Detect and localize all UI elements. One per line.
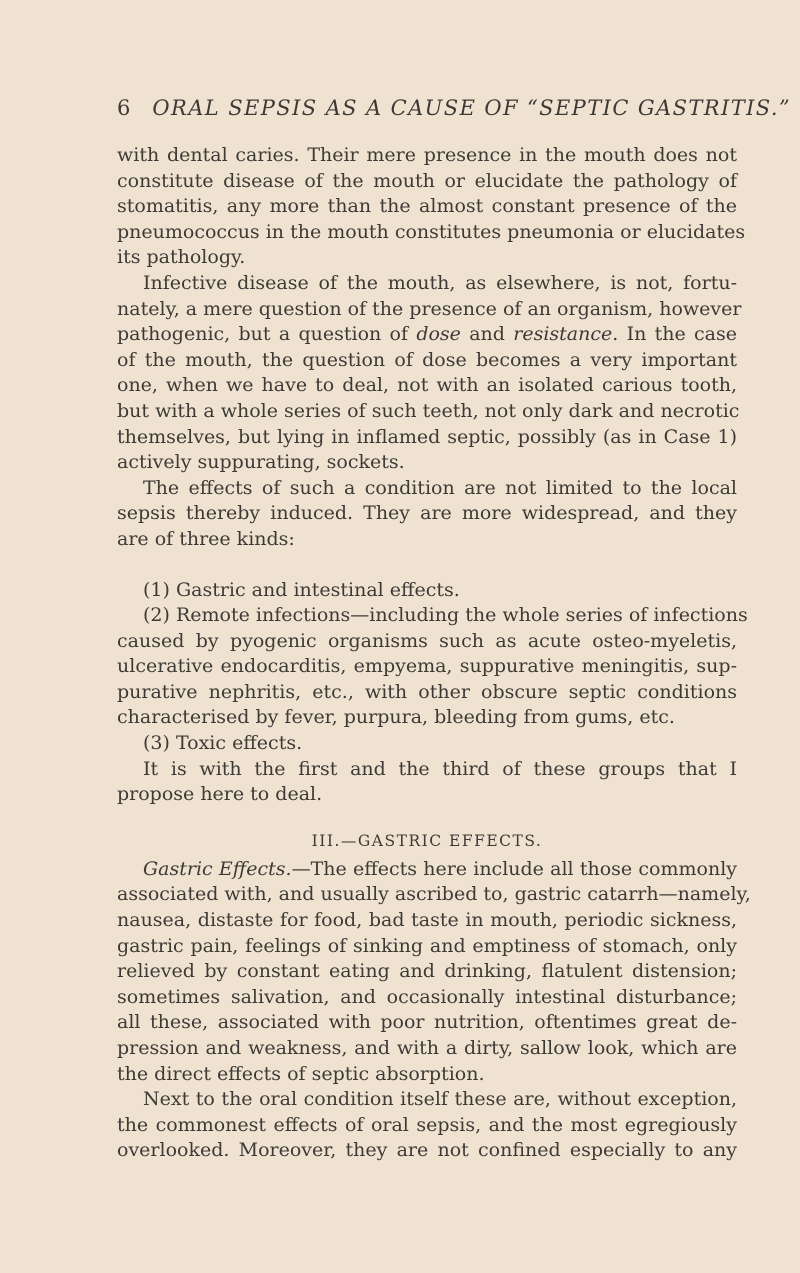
text-run: . In the case: [612, 323, 738, 346]
text-line: one, when we have to deal, not with an isolated carious tooth,: [117, 374, 737, 397]
text-line: Next to the oral condition itself these are, without exception,: [143, 1088, 737, 1111]
text-run: pathogenic, but a question of: [117, 323, 417, 346]
text-line: characterised by fever, purpura, bleeding from gums, etc.: [117, 706, 675, 729]
text-line: actively suppurating, sockets.: [117, 451, 405, 474]
text-line: It is with the first and the third of these groups that I: [143, 757, 737, 780]
text-line: sometimes salivation, and occasionally intestinal disturbance;: [117, 985, 737, 1008]
text-line: [117, 322, 737, 348]
text-line: nausea, distaste for food, bad taste in mouth, periodic sickness,: [117, 909, 737, 932]
text-line: nately, a mere question of the presence of an organism, however: [117, 297, 742, 320]
text-line: propose here to deal.: [117, 783, 323, 806]
text-line: ulcerative endocarditis, empyema, suppurative meningitis, sup-: [117, 655, 737, 678]
paragraph: [117, 143, 746, 271]
paragraph: [117, 271, 742, 476]
section-heading: III.—GASTRIC EFFECTS.: [311, 831, 543, 850]
running-title: ORAL SEPSIS AS A CAUSE OF “SEPTIC GASTRITIS.”: [152, 96, 792, 120]
text-line: overlooked. Moreover, they are not confined especially to any: [117, 1139, 737, 1162]
text-line: themselves, but lying in inflamed septic, possibly (as in Case 1): [117, 425, 737, 448]
italic-term-dose: dose: [416, 323, 461, 346]
page-number: 6: [117, 96, 131, 120]
text-line: pneumococcus in the mouth constitutes pneumonia or elucidates: [117, 220, 746, 243]
text-line: (2) Remote infections—including the whole series of infections: [143, 604, 748, 627]
text-run: and: [460, 323, 514, 346]
text-line: constitute disease of the mouth or elucidate the pathology of: [117, 169, 737, 192]
text-line: pression and weakness, and with a dirty, sallow look, which are: [117, 1037, 737, 1059]
italic-term-resistance: resistance: [513, 323, 613, 346]
text-line: of the mouth, the question of dose becomes a very important: [117, 348, 737, 371]
paragraph: [117, 476, 737, 553]
text-line: sepsis thereby induced. They are more widespread, and they: [117, 502, 737, 525]
text-line: its pathology.: [117, 246, 246, 269]
text-line: The effects of such a condition are not limited to the local: [143, 476, 737, 499]
text-line: the direct effects of septic absorption.: [117, 1062, 485, 1085]
paragraph: [117, 857, 751, 1087]
text-line: (3) Toxic effects.: [143, 732, 303, 755]
text-line: are of three kinds:: [117, 527, 295, 550]
text-line: [117, 857, 737, 883]
body-text: [117, 143, 751, 1164]
text-line: caused by pyogenic organisms such as acute osteo-myeletis,: [117, 629, 737, 652]
text-line: stomatitis, any more than the almost constant presence of the: [117, 195, 737, 218]
spacer: [117, 808, 737, 828]
running-head: [117, 96, 792, 120]
italic-lead: Gastric Effects.: [143, 857, 292, 880]
list-item: [117, 578, 737, 604]
text-line: all these, associated with poor nutrition, oftentimes great de-: [117, 1011, 737, 1034]
list-item: [117, 603, 748, 731]
text-line: Infective disease of the mouth, as elsewhere, is not, fortu-: [143, 271, 737, 294]
text-line: (1) Gastric and intestinal effects.: [143, 578, 460, 601]
spacer: [117, 553, 737, 578]
text-line: but with a whole series of such teeth, not only dark and necrotic: [117, 399, 740, 422]
list-item: [117, 731, 737, 757]
text-line: relieved by constant eating and drinking, flatulent distension;: [117, 960, 737, 983]
text-line: the commonest effects of oral sepsis, and the most egregiously: [117, 1113, 737, 1136]
text-line: with dental caries. Their mere presence in the mouth does not: [117, 144, 737, 166]
paragraph: [117, 1087, 737, 1164]
paragraph: [117, 757, 737, 808]
text-line: purative nephritis, etc., with other obscure septic conditions: [117, 680, 737, 703]
text-line: gastric pain, feelings of sinking and emptiness of stomach, only: [117, 934, 737, 957]
text-run: —The effects here include all those commonly: [291, 857, 738, 880]
text-line: associated with, and usually ascribed to, gastric catarrh—namely,: [117, 883, 751, 906]
